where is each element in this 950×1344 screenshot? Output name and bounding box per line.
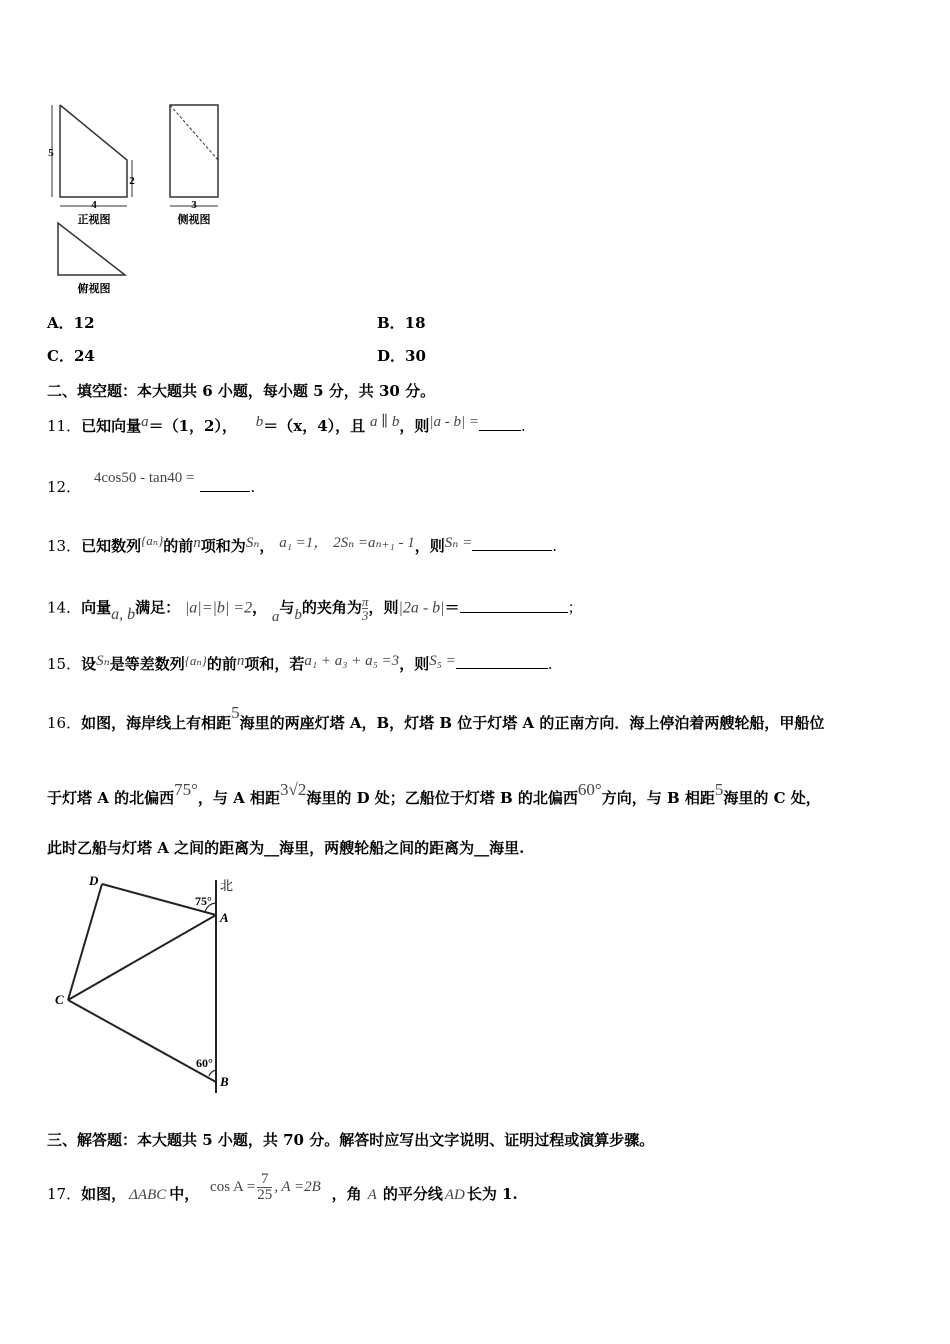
option-a: A．12: [47, 314, 95, 332]
point-C-label: C: [55, 992, 64, 1007]
q16-five2: 5: [714, 780, 724, 799]
q16-number: 16．: [47, 714, 82, 732]
q13-text1: 已知数列: [81, 537, 142, 555]
q17-AD: AD: [444, 1186, 465, 1203]
q13-sequence: {aₙ}: [141, 533, 164, 548]
q14-number: 14．: [47, 598, 82, 617]
q14-comma: ，: [252, 598, 268, 617]
q15-then: ，则: [399, 655, 430, 673]
q17-angle-A: A: [367, 1186, 377, 1203]
question-14: [47, 594, 583, 625]
q17-text3: ，角: [331, 1184, 362, 1203]
q16-3root2: 3√2: [280, 780, 307, 799]
top-view-label: 俯视图: [77, 282, 111, 295]
q14-ab: a, b: [111, 605, 136, 623]
q13-text3: 项和为: [200, 537, 246, 555]
side-view: [170, 105, 218, 206]
q16-text1: 如图，海岸线上有相距: [81, 714, 232, 732]
q14-equals: ＝: [444, 598, 460, 617]
q13-end: .: [552, 537, 557, 555]
q14-pi-over-3: $\frac{\pi}{3}$: [361, 594, 369, 623]
q14-with: 与: [279, 598, 295, 617]
q15-text3: 的前: [206, 655, 237, 673]
question-12: [47, 470, 256, 497]
q17-cos-condition: cos A = $\frac{7}{25}$ , A =2B: [210, 1171, 321, 1203]
q13-cond1: a₁ =1，: [279, 535, 329, 551]
q13-Sn-result: Sₙ =: [444, 535, 473, 551]
q12-expression: 4cos50 - tan40 =: [93, 470, 195, 486]
q13-n: n: [193, 535, 201, 551]
q16-text6: 方向，与 B 相距: [601, 789, 715, 807]
q13-then: ，则: [414, 537, 445, 555]
question-16-line1: [47, 703, 825, 733]
q16-text7: 海里的 C 处，: [723, 789, 821, 807]
q14-condition: |a|=|b| =2: [184, 599, 253, 617]
q11-vector-a: a: [141, 414, 149, 430]
q15-S5: S₅ =: [429, 653, 456, 669]
q11-eq2: ＝（x，4），且: [263, 417, 366, 435]
q15-text1: 设: [81, 655, 97, 673]
side-view-label: 侧视图: [177, 213, 211, 226]
q13-number: 13．: [47, 537, 82, 555]
q11-abs: |a - b| =: [429, 414, 480, 430]
q17-number: 17．: [47, 1184, 82, 1203]
q11-text: 已知向量: [81, 417, 142, 435]
q16-text3: 于灯塔 A 的北偏西: [47, 789, 175, 807]
option-b: B．18: [377, 314, 426, 332]
section2-heading: 二、填空题：本大题共 6 小题，每小题 5 分，共 30 分。: [47, 382, 436, 400]
dim-5-label: 5: [48, 147, 54, 159]
q14-b: b: [294, 606, 302, 623]
q17-text5: 长为 1.: [466, 1184, 518, 1203]
q11-parallel: a ∥ b: [369, 414, 400, 430]
q11-then: ，则: [399, 417, 430, 435]
q13-Sn: Sₙ: [245, 535, 260, 551]
q12-end: .: [250, 478, 256, 496]
front-view: [52, 105, 132, 206]
q16-text2: 海里的两座灯塔 A，B，灯塔 B 位于灯塔 A 的正南方向．海上停泊着两艘轮船，甲船位: [239, 714, 825, 732]
question-16-line2: [47, 780, 821, 808]
q17-text1: 如图，: [81, 1184, 127, 1203]
question-15: [47, 653, 553, 674]
q13-cond2: 2Sₙ =aₙ₊₁ - 1: [333, 535, 415, 551]
angle-60-label: 60°: [196, 1056, 213, 1070]
q14-angle-text: 的夹角为: [301, 598, 362, 617]
dim-3-label: 3: [191, 199, 197, 211]
top-view: [58, 223, 125, 275]
north-label: 北: [220, 879, 234, 894]
q15-condition: a₁ + a₃ + a₅ =3: [304, 653, 400, 669]
section3-heading: 三、解答题：本大题共 5 小题，共 70 分。解答时应写出文字说明、证明过程或演算步骤。: [47, 1131, 655, 1149]
option-d: D．30: [377, 347, 426, 365]
q17-text2: 中，: [169, 1184, 200, 1203]
q16-deg75: 75°: [174, 780, 198, 799]
q14-text1: 向量: [81, 598, 112, 617]
dim-4-label: 4: [91, 199, 97, 211]
q14-then: ，则: [368, 598, 399, 617]
q16-deg60: 60°: [577, 780, 602, 799]
q11-end: .: [521, 417, 526, 435]
q14-expression: |2a - b|: [398, 599, 445, 617]
q15-n: n: [236, 653, 245, 669]
q11-vector-b: b: [255, 414, 264, 430]
lighthouse-figure: [45, 868, 255, 1098]
q15-text2: 是等差数列: [109, 655, 185, 673]
q14-text2: 满足：: [135, 598, 181, 617]
q16-text5: 海里的 D 处；乙船位于灯塔 B 的北偏西: [306, 789, 578, 807]
q15-text4: 项和，若: [244, 655, 305, 673]
dim-2-label: 2: [129, 175, 135, 187]
q13-text2: 的前: [163, 537, 194, 555]
q11-number: 11．: [47, 417, 82, 435]
q14-end: ；: [567, 598, 583, 617]
q15-end: .: [547, 655, 553, 673]
q17-triangle: ΔABC: [129, 1186, 167, 1203]
q16-text4: ，与 A 相距: [197, 789, 280, 807]
question-16-line3: 此时乙船与灯塔 A 之间的距离为__海里，两艘轮船之间的距离为__海里.: [47, 839, 525, 857]
question-11: [47, 415, 526, 436]
point-A-label: A: [220, 910, 229, 925]
q14-a: a: [271, 608, 280, 625]
q15-sequence: {aₙ}: [184, 653, 207, 668]
q15-Sn: Sₙ: [96, 653, 110, 669]
point-D-label: D: [89, 873, 99, 888]
q16-five: 5: [231, 703, 240, 722]
q17-text4: 的平分线: [382, 1184, 443, 1203]
q12-number: 12．: [47, 478, 82, 496]
q15-number: 15．: [47, 655, 82, 673]
question-13: 13．已知数列{aₙ}的前n项和为Sₙ， a₁ =1， 2Sₙ =aₙ₊₁ - 1，则Sₙ = .: [47, 533, 557, 555]
q11-eq1: ＝（1，2），: [148, 417, 237, 435]
question-17: [47, 1171, 518, 1211]
three-view-figure: [40, 95, 240, 305]
point-B-label: B: [220, 1074, 229, 1089]
angle-75-label: 75°: [195, 894, 212, 908]
front-view-label: 正视图: [77, 213, 111, 226]
option-c: C．24: [47, 347, 95, 365]
